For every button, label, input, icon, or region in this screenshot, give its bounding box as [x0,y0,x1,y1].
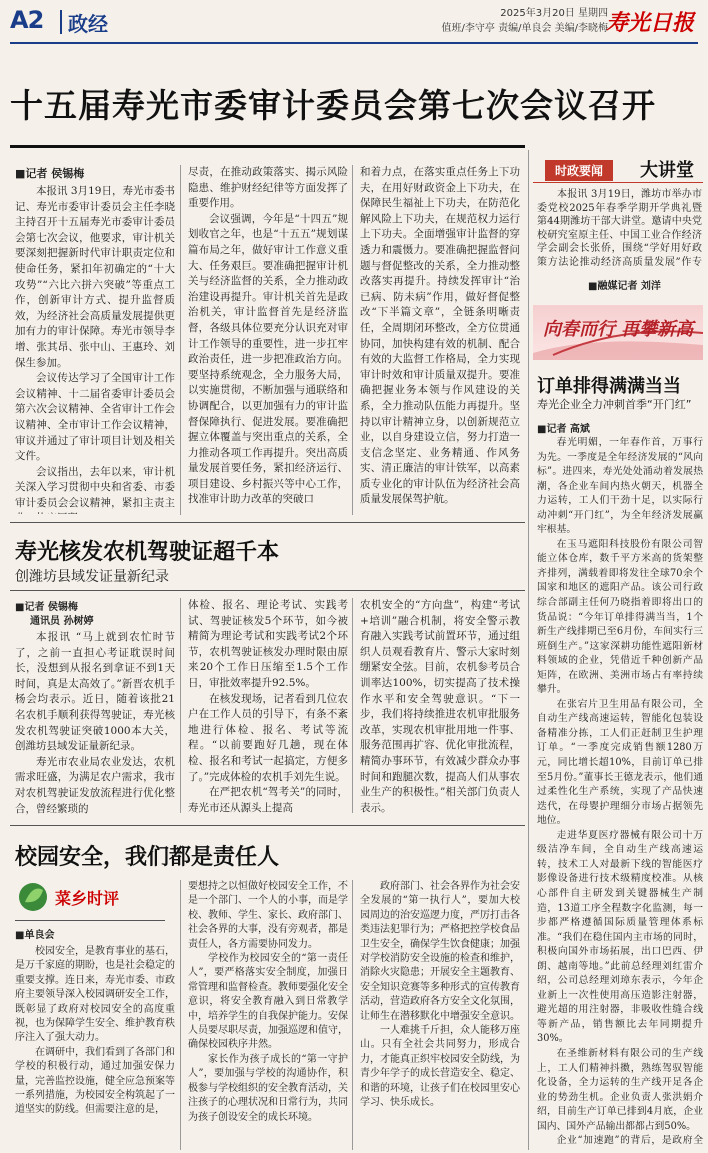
news-body [537,188,702,268]
leaf-icon [15,880,51,914]
paragraph: 在核发现场，记者看到几位农户在工作人员的引导下，有条不紊地进行体检、报名、考试等流程。“以前要跑好几趟，现在体检、报名和考试一起搞定，方便多了。”完成体检的农机手刘先生说。 [188,692,348,783]
license-column-3 [360,598,520,813]
lead-headline: 十五届寿光市委审计委员会第七次会议召开 [10,86,656,125]
orders-subheadline: 寿光企业全力冲刺首季“开门红” [537,398,692,411]
tag-rule [15,920,165,921]
paragraph: 在玉马遮阳科技股份有限公司智能立体仓库，数千平方米高的货架整齐排列，满载着即将发往全球70余个国家和地区的遮阳产品。该公司行政综合部副主任何乃晓指着即将出口的货品说：“今年订单排得满当当，1个新生产线排期已至6月份，车间实行三班倒生产。”这家深耕功能性遮阳新材料领域的企业，凭借近千种创新产品矩阵，在欧洲、美洲市场占有率持续攀升。 [537,538,703,696]
paragraph: 要想持之以恒做好校园安全工作，不是一个部门、一个人的小事，而是学校、教师、学生、家长、政府部门、社会各界的大事，没有旁观者，都是责任人，各方需要协同发力。 [188,881,348,950]
column-divider [180,880,181,1150]
orders-body [537,436,703,1148]
paragraph: 本报讯 “马上就到农忙时节了，之前一直担心考证耽误时间长，没想到从报名到拿证不到1天时间，真是太高效了。”新晋农机手杨会均表示。近日，随着该批21名农机手顺利获得驾驶证，寿光核发农机驾驶证突破1000本大关，创潍坊县域发证量新纪录。 [15,631,175,753]
right-column-divider [528,150,529,1150]
lecture-title: 大讲堂 [640,160,694,181]
lead-byline: ■记者 侯锡梅 [15,167,85,180]
paragraph: 一人难挑千斤担，众人能移万座山。只有全社会共同努力，形成合力，才能真正织牢校园安全防线，为青少年学子的成长营造安全、稳定、和谐的环境，让孩子们在校园里安心学习、快乐成长。 [360,1025,520,1109]
news-rule [533,182,703,183]
campus-byline: ■单良会 [15,930,55,941]
banner-text: 向春而行 再攀新高 [543,319,694,340]
paragraph: 会议指出，去年以来，审计机关深入学习贯彻中央和省委、市委审计委员会会议精神，紧扣主责主 [15,465,175,509]
campus-headline: 校园安全，我们都是责任人 [15,845,280,870]
paragraph: 家长作为孩子成长的“第一守护人”，要加强与学校的沟通协作，积极参与学校组织的安全教育活动，关注孩子的心理状况和日常行为，共同为孩子创设安全的成长环境。 [188,1053,348,1123]
paragraph: 校园安全，是教育事业的基石，是万千家庭的期盼，也是社会稳定的重要支撑。连日来，寿光市委、市政府主要领导深入校园调研安全工作，既彰显了政府对校园安全的高度重视，也为保障学生安全、维护教育秩序注入了强大动力。 [15,946,175,1044]
lead-rule [10,145,525,148]
orders-byline: ■记者 高斌 [537,424,590,435]
lead-column-2 [188,165,348,515]
paragraph: 在调研中，我们看到了各部门和学校的积极行动，通过加强安保力量，完善监控设施，健全应急预案等一系列措施，为校园安全构筑起了一道坚实的防线。但需要注意的是， [15,1046,175,1116]
paragraph: 学校作为校园安全的“第一责任人”，要严格落实安全制度，加强日常管理和监督检查。教师要强化安全意识，将安全教育融入到日常教学中，培养学生的自我保护能力。安保人员要尽职尽责，加强巡逻和值守，确保校园秩序井然。 [188,953,348,1051]
header-rule [10,42,698,44]
issue-date: 2025年3月20日 星期四 [500,8,608,19]
campus-column-2 [188,880,348,1150]
paragraph: 政府部门、社会各界作为社会安全发展的“第一执行人”，要加大校园周边的治安巡逻力度，严厉打击各类违法犯罪行为；严格把控学校食品卫生安全，确保学生饮食健康；加强对学校消防安全设施的检查和维护，消除火灾隐患；开展安全主题教育、安全知识竞赛等多种形式的宣传教育活动，营造政府各方安全文化氛围，让师生在潜移默化中增强安全意识。 [360,881,520,1022]
paragraph: 农机安全的“方向盘”，构建“考试+培训”融合机制，将安全警示教育融入实践考试前置环节，通过组织人员观看教育片、警示大家时刻绷紧安全弦。目前，农机参考员合训率达100%，切实提高了技术操作水平和安全驾驶意识。“下一步，我们将持续推进农机审批服务改革，实现农机审批用地一件事、服务范围再扩容、优化审批流程，精简办事环节，有效减少群众办事时间和跑腿次数，提高人们从事农业生产的积极性。”相关部门负责人表示。 [360,599,520,813]
section-rule [10,522,525,523]
license-headline: 寿光核发农机驾驶证超千本 [15,540,280,565]
paragraph: 在严把农机“驾考关”的同时，寿光市还从源头上提高 [188,786,348,813]
column-divider [352,598,353,813]
lead-column-3 [360,165,520,515]
paragraph: 体检、报名、理论考试、实践考试、驾驶证核发5个环节，如今被精简为理论考试和实践考试2个环节，农机驾驶证核发办理时限由原来20个工作日压缩至1.5个工作日，审批效率提升92.5%。 [188,599,348,689]
spring-banner [533,305,703,360]
paragraph: 在张宕片卫生用品有限公司，全自动生产线高速运转，智能化包装设备精准分拣，工人们正赶制卫生护理订单。“一季度完成销售额1280万元，同比增长超10%，目前订单已排至5月份。”董事长王德龙表示，他们通过柔性化生产系统，实现了产品快速迭代，在母婴护理细分市场占据领先地位。 [537,698,703,827]
header-divider [60,10,62,34]
paragraph: 本报讯 3月19日，潍坊市举办市委党校2025年春季学期开学典礼暨第44期潍坊干部大讲堂。邀请中央党校研究室原主任、中国工业合作经济学会副会长张侨，围绕“学好用好政策方法论推动经济高质量发展”作专 [537,189,702,268]
paragraph: 会议强调，今年是“十四五”规划收官之年，也是“十五五”规划谋篇布局之年，做好审计工作意义重大、任务艰巨。要准确把握审计机关与经济监督的关系，全力推动政治建设再提升。审计机关首先是政治机关，审计监督首先是经济监督，各级具体位要充分认识充对审计工作领导的重要性，进一步扛牢政治责任，进一步把准政治方向。要坚持系统观念，全力服务大局，以实施贯彻，不断加强与通联络和协调配合，以更加强有力的审计监督保障执行、促进发展。要准确把握立体覆盖与突出重点的关系，全力推动各项工作再提升。突出高质量发展首要任务，紧扣经济运行、项目建设、乡村振兴等中心工作，找准审计助力改革的突破口 [188,212,348,506]
paragraph: 本报讯 3月19日，寿光市委书记、寿光市委审计委员会主任李晓主持召开十五届寿光市委审计委员会第七次会议，他要求，审计机关要深刻把握新时代审计职责定位和使命任务，紧扣年初确定的“十大攻势”“六比六拼六突破”等重点工作，创新审计方式、提升监督质效，为经济社会高质量发展提供更加有力的审计保障。寿光市领导李增、张其昂、张中山、王惠玲、刘保生参加。 [15,185,175,369]
lead-column-1 [15,184,175,514]
orders-headline: 订单排得满满当当 [537,376,681,397]
paragraph: 尽责，在推动政策落实、揭示风险隐患、维护财经纪律等方面发挥了重要作用。 [188,166,348,210]
license-byline-2: 通讯员 孙树婷 [30,616,94,627]
page-header [0,0,708,50]
license-column-1 [15,630,175,815]
section-rule [10,590,525,591]
section-rule [10,825,525,826]
paragraph: 在圣维新材料有限公司的生产线上，工人们精神抖擞，熟练驾驭智能化设备，全力运转的生产线开足各企业的势劲生机。企业负责人张洪娟介绍，目前生产订单已排到4月底，企业国内、国外产品输出都都占到50%。 [537,1047,703,1132]
column-divider [352,880,353,1150]
header-meta [442,6,608,36]
license-subheadline: 创潍坊县域发证量新纪录 [15,569,169,585]
column-tag-text: 菜乡时评 [55,889,120,908]
column-divider [352,165,353,515]
paragraph: 企业“加速跑”的背后，是政府全 [556,1135,703,1147]
paragraph: 会议传达学习了全国审计工作会议精神、十二届省委审计委员会第六次会议精神、全省审计工作会议精神、全市审计工作会议精神，审议并通过了审计项目计划及相关文件。 [15,372,175,463]
page-number: A2 [10,6,44,34]
section-name: 政经 [68,12,108,36]
column-tag [15,880,155,914]
masthead-logo: 寿光日报 [605,10,694,36]
editors-line: 值班/李守亭 责编/单良会 美编/李晓梅 [441,23,608,34]
license-byline: ■记者 侯锡梅 [15,602,78,613]
news-tag: 时政要闻 [545,160,613,181]
paragraph: 寿光市农业局农业发达，农机需求旺盛，为满足农户需求，我市对农机驾驶证发放流程进行优化整合，曾经繁琐的 [15,755,175,815]
paragraph: 和着力点，在落实重点任务上下功夫，在用好财政资金上下功夫，在保障民生福祉上下功夫，在防范化解风险上下功夫，在规范权力运行上下功夫。全面增强审计监督的穿透力和震慑力。要准确把握监督问题与督促整改的关系，全力推动整改落实再提升。持续发挥审计“治已病、防未病”作用，做好督促整改“下半篇文章”，全链条明晰责任，全周期闭环整改，全方位贯通协同，加快构建有效的机制、配合有效的大监督工作格局，全力实现审计时效和审计质量双提升。要准确把握业务本领与作风建设的关系，全力推动队伍能力再提升。坚持以审计精神立身，以创新规范立业，以自身建设立信，努力打造一支信念坚定、业务精通、作风务实、清正廉洁的审计铁军，以高素质专业化的审计队伍为经济社会高质量发展保驾护航。 [360,166,520,506]
column-divider [180,165,181,515]
column-divider [180,598,181,813]
paragraph: 春光明媚，一年春作首，万事行为先。一季度是全年经济发展的“风向标”。进四来，寿光处处涌动着发展热潮，各企业车间内热火朝天，机器全力运转，工人们干劲十足，以实际行动冲刺“开门红”，为全年经济发展赢牢根基。 [537,437,703,536]
campus-column-3 [360,880,520,1150]
paragraph: 走进华夏医疗器械有限公司十万级洁净车间，全自动生产线高速运转，技术工人对最新下线的智能医疗影像设备进行技术级精度校准。从核心部件自主研发到关键器械生产制造，13道工序全程数字化监测，每一步都严格遵循国际质量管理体系标准。“我们在稳住国内主市场的同时，积极向国外市场拓展，出口巴西、伊朗、越南等地。”此前总经理刘红雷介绍，公司总经理刘璋东表示，今年企业新上一次性使用高压造影注射器，避光超的用注射器，非吸收性缝合线等新产品，销售额比去年同期提升30%。 [537,829,703,1045]
campus-column-1 [15,945,175,1150]
license-column-2 [188,598,348,813]
news-byline: ■融媒记者 刘洋 [588,281,661,292]
